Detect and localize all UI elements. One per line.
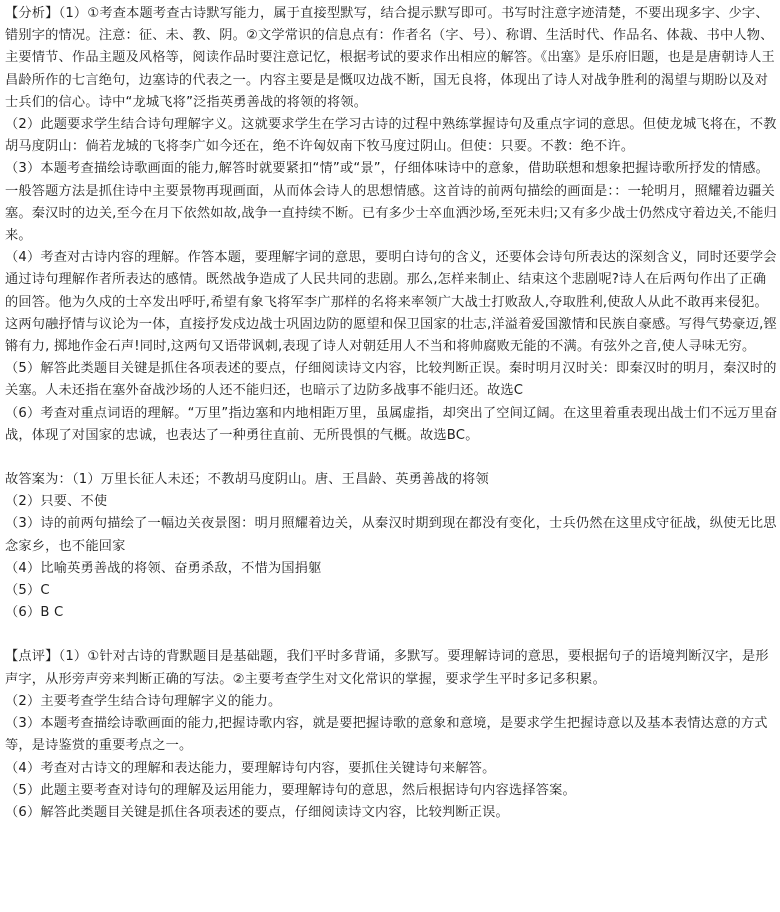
comment-paragraph: （2）主要考查学生结合诗句理解字义的能力。 [5,693,282,709]
answer-line: （6）B C [5,605,64,621]
answer-line: （3）诗的前两句描绘了一幅边关夜景图：明月照耀着边关，从秦汉时期到现在都没有变化，士兵仍然在这里戍守征战，纵使无比思念家乡，也不能回家 [5,516,777,554]
analysis-paragraph: （2）此题要求学生结合诗句理解字义。这就要求学生在学习古诗的过程中熟练掌握诗句及重点字词的意思。但使龙城飞将在，不教胡马度阴山：倘若龙城的飞将李广如今还在，绝不许匈奴南下牧马度过阴山。但使：只要。不教：绝不许。 [5,117,777,155]
analysis-paragraph: （4）考查对古诗内容的理解。作答本题，要理解字词的意思，要明白诗句的含义，还要体会诗句所表达的深刻含义，同时还要学会通过诗句理解作者所表达的感情。既然战争造成了人民共同的悲剧。那么,怎样来制止、结束这个悲剧呢?诗人在后两句作出了正确的回答。他为久戍的士卒发出呼吁,希望有象飞将军李广那样的名将来率领广大战士打败敌人,夺取胜利,使敌人从此不敢再来侵犯。这两句融抒情与议论为一体，直接抒发戍边战士巩固边防的愿望和保卫国家的壮志,洋溢着爱国激情和民族自豪感。写得气势豪迈,铿锵有力, 掷地作金石声!同时,这两句又语带讽刺,表现了诗人对朝廷用人不当和将帅腐败无能的不满。有弦外之音,使人寻味无穷。 [5,250,777,355]
comment-paragraph: （5）此题主要考查对诗句的理解及运用能力，要理解诗句的意思，然后根据诗句内容选择答案。 [5,782,576,798]
analysis-paragraph: （6）考查对重点词语的理解。“万里”指边塞和内地相距万里，虽属虚指，却突出了空间辽阔。在这里着重表现出战士们不远万里奋战，体现了对国家的忠诚，也表达了一种勇往直前、无所畏惧的气概。故选BC。 [5,405,778,443]
comment-paragraph: （6）解答此类题目关键是抓住各项表述的要点，仔细阅读诗文内容，比较判断正误。 [5,804,509,820]
section-spacer [5,624,778,646]
answer-line: （4）比喻英勇善战的将领、奋勇杀敌，不惜为国捐躯 [5,560,322,576]
analysis-paragraph: （5）解答此类题目关键是抓住各项表述的要点，仔细阅读诗文内容，比较判断正误。秦时明月汉时关：即秦汉时的明月，秦汉时的关塞。人未还指在塞外奋战沙场的人还不能归还，也暗示了边防多战事不能归还。故选C [5,361,777,399]
answer-line: 故答案为：（1）万里长征人未还；不教胡马度阴山。唐、王昌龄、英勇善战的将领 [5,472,489,488]
answer-line: （5）C [5,583,50,599]
analysis-paragraph: 【分析】（1）①考查本题考查古诗默写能力，属于直接型默写，结合提示默写即可。书写时注意字迹清楚，不要出现多字、少字、错别字的情况。注意：征、未、教、阴。②文学常识的信息点有：作者名（字、号）、称谓、生活时代、作品名、体裁、书中人物、主要情节、作品主题及风格等，阅读作品时要注意记忆，根据考试的要求作出相应的解答。《出塞》是乐府旧题，也是是唐朝诗人王昌龄所作的七言绝句，边塞诗的代表之一。内容主要是是慨叹边战不断，国无良将，体现出了诗人对战争胜利的渴望与期盼以及对士兵们的信心。诗中“龙城飞将”泛指英勇善战的将领的将领。 [5,6,775,110]
comment-paragraph: （4）考查对古诗文的理解和表达能力，要理解诗句内容，要抓住关键诗句来解答。 [5,760,496,776]
analysis-paragraph: （3）本题考查描绘诗歌画面的能力,解答时就要紧扣“情”或“景”，仔细体味诗中的意象，借助联想和想象把握诗歌所抒发的情感。一般答题方法是抓住诗中主要景物再现画面，从而体会诗人的思想情感。这首诗的前两句描绘的画面是：：一轮明月，照耀着边疆关塞。秦汉时的边关,至今在月下依然如故,战争一直持续不断。已有多少士卒血洒沙场,至死未归;又有多少战士仍然戍守着边关,不能归来。 [5,161,777,244]
analysis-section [5,3,778,447]
answer-section [5,469,778,624]
comment-paragraph: （3）本题考查描绘诗歌画面的能力,把握诗歌内容，就是要把握诗歌的意象和意境，是要求学生把握诗意以及基本表情达意的方式等，是诗鉴赏的重要考点之一。 [5,716,768,754]
answer-line: （2）只要、不使 [5,494,108,510]
comment-paragraph: 【点评】（1）①针对古诗的背默题目是基础题，我们平时多背诵，多默写。要理解诗词的意思，要根据句子的语境判断汉字，是形声字，从形旁声旁来判断正确的写法。②主要考查学生对文化常识的掌握，要求学生平时多记多积累。 [5,649,769,687]
comment-section [5,646,778,824]
section-spacer [5,447,778,469]
